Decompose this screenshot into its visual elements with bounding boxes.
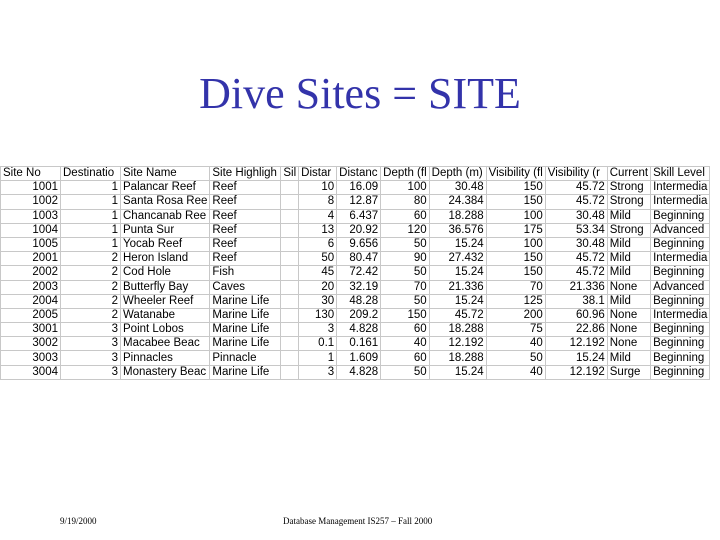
table-cell	[281, 223, 299, 237]
table-cell: Surge	[607, 365, 650, 379]
table-cell: 15.24	[545, 351, 607, 365]
column-header: Destinatio	[61, 167, 121, 181]
table-cell: 1001	[1, 181, 61, 195]
table-row	[1, 195, 710, 209]
table-cell: 72.42	[337, 266, 381, 280]
table-cell: Butterfly Bay	[121, 280, 210, 294]
table-cell: Beginning	[651, 323, 710, 337]
table-cell	[281, 252, 299, 266]
table-row	[1, 323, 710, 337]
table-cell: 175	[486, 223, 545, 237]
table-cell: 2	[61, 266, 121, 280]
table-cell: 150	[381, 308, 429, 322]
table-cell: 1	[299, 351, 337, 365]
table-cell: 18.288	[429, 209, 486, 223]
table-cell: None	[607, 337, 650, 351]
table-cell: Reef	[210, 195, 281, 209]
table-cell: Point Lobos	[121, 323, 210, 337]
table-row	[1, 294, 710, 308]
table-cell	[281, 323, 299, 337]
table-cell: 45.72	[429, 308, 486, 322]
table-cell	[281, 365, 299, 379]
table-cell: 38.1	[545, 294, 607, 308]
table-cell: Monastery Beac	[121, 365, 210, 379]
table-cell: Marine Life	[210, 294, 281, 308]
table-cell: 125	[486, 294, 545, 308]
table-cell: Wheeler Reef	[121, 294, 210, 308]
table-row	[1, 223, 710, 237]
table-cell: 15.24	[429, 294, 486, 308]
table-cell: Mild	[607, 266, 650, 280]
table-cell: 45.72	[545, 181, 607, 195]
table-cell: Fish	[210, 266, 281, 280]
table-cell	[281, 195, 299, 209]
table-cell	[281, 209, 299, 223]
table-cell: Beginning	[651, 209, 710, 223]
table-cell: 10	[299, 181, 337, 195]
table-cell: 60	[381, 351, 429, 365]
table-cell: 3	[299, 365, 337, 379]
table-cell: Palancar Reef	[121, 181, 210, 195]
table-cell: 18.288	[429, 351, 486, 365]
table-cell: 12.192	[545, 337, 607, 351]
table-cell: 15.24	[429, 365, 486, 379]
column-header: Distar	[299, 167, 337, 181]
table-cell: Reef	[210, 237, 281, 251]
table-cell: None	[607, 280, 650, 294]
table-cell: 40	[486, 365, 545, 379]
table-cell: 75	[486, 323, 545, 337]
table-cell: 150	[486, 266, 545, 280]
table-cell	[281, 237, 299, 251]
column-header: Site No	[1, 167, 61, 181]
table-row	[1, 209, 710, 223]
table-cell: 3	[61, 365, 121, 379]
table-cell: 80	[381, 195, 429, 209]
table-cell: 90	[381, 252, 429, 266]
table-cell: 36.576	[429, 223, 486, 237]
table-cell: 60.96	[545, 308, 607, 322]
table-cell: 27.432	[429, 252, 486, 266]
table-cell	[281, 294, 299, 308]
table-cell: 2001	[1, 252, 61, 266]
table-cell: Marine Life	[210, 308, 281, 322]
table-cell: 200	[486, 308, 545, 322]
table-cell	[281, 351, 299, 365]
table-cell: Marine Life	[210, 365, 281, 379]
column-header: Visibility (fl	[486, 167, 545, 181]
table-cell: Yocab Reef	[121, 237, 210, 251]
column-header: Site Name	[121, 167, 210, 181]
column-header: Visibility (r	[545, 167, 607, 181]
table-cell: 15.24	[429, 266, 486, 280]
table-cell: 18.288	[429, 323, 486, 337]
table-cell: 3	[61, 323, 121, 337]
table-cell: 150	[486, 195, 545, 209]
table-cell: 16.09	[337, 181, 381, 195]
table-cell: 1	[61, 209, 121, 223]
footer-date: 9/19/2000	[60, 516, 97, 526]
table-cell: None	[607, 308, 650, 322]
table-cell: Intermedia	[651, 252, 710, 266]
table-cell: 1003	[1, 209, 61, 223]
table-cell: Beginning	[651, 365, 710, 379]
table-cell: 50	[486, 351, 545, 365]
table-cell: 70	[381, 280, 429, 294]
table-cell: Reef	[210, 209, 281, 223]
table-cell: Advanced	[651, 223, 710, 237]
table-cell: Mild	[607, 252, 650, 266]
table-cell: 8	[299, 195, 337, 209]
table-cell: 2	[61, 252, 121, 266]
table-cell: 1	[61, 195, 121, 209]
table-cell: Intermedia	[651, 181, 710, 195]
table-cell: 50	[381, 266, 429, 280]
table-cell: 20.92	[337, 223, 381, 237]
table-cell: 9.656	[337, 237, 381, 251]
table-cell: Beginning	[651, 351, 710, 365]
table-cell: Beginning	[651, 266, 710, 280]
table-cell: 70	[486, 280, 545, 294]
column-header: Depth (fl	[381, 167, 429, 181]
table-cell: 1	[61, 237, 121, 251]
table-cell: 1002	[1, 195, 61, 209]
table-row	[1, 351, 710, 365]
column-header: Site Highligh	[210, 167, 281, 181]
table-cell: 21.336	[545, 280, 607, 294]
table-cell: 150	[486, 252, 545, 266]
table-cell: Reef	[210, 181, 281, 195]
table-cell: 2	[61, 308, 121, 322]
table-cell: 60	[381, 323, 429, 337]
table-cell	[281, 308, 299, 322]
table-cell: 2005	[1, 308, 61, 322]
table-cell: 120	[381, 223, 429, 237]
table-cell: 0.1	[299, 337, 337, 351]
table-cell: 50	[381, 294, 429, 308]
table-cell: Strong	[607, 181, 650, 195]
table-cell: 4	[299, 209, 337, 223]
table-cell: 21.336	[429, 280, 486, 294]
table-cell: 50	[299, 252, 337, 266]
table-cell: 2003	[1, 280, 61, 294]
slide-title: Dive Sites = SITE	[199, 69, 521, 118]
table-cell: 1004	[1, 223, 61, 237]
table-row	[1, 237, 710, 251]
table-cell: Heron Island	[121, 252, 210, 266]
table-cell: 45.72	[545, 266, 607, 280]
table-cell: 2004	[1, 294, 61, 308]
table-cell: 3002	[1, 337, 61, 351]
table-cell: 12.192	[545, 365, 607, 379]
table-cell: Intermedia	[651, 195, 710, 209]
table-cell: 13	[299, 223, 337, 237]
table-cell: 150	[486, 181, 545, 195]
header-row	[1, 167, 710, 181]
table-cell: 0.161	[337, 337, 381, 351]
table-cell: 12.87	[337, 195, 381, 209]
table-cell: 3001	[1, 323, 61, 337]
table-cell: Mild	[607, 209, 650, 223]
table-cell: Reef	[210, 223, 281, 237]
table-cell: Chancanab Ree	[121, 209, 210, 223]
dive-sites-table	[0, 166, 710, 380]
table-cell: 2	[61, 294, 121, 308]
table-cell: 2002	[1, 266, 61, 280]
table-cell: Pinnacle	[210, 351, 281, 365]
column-header: Skill Level	[651, 167, 710, 181]
table-cell: 130	[299, 308, 337, 322]
table-cell: 45.72	[545, 195, 607, 209]
table-row	[1, 252, 710, 266]
table-cell: 50	[381, 365, 429, 379]
table-cell: 40	[381, 337, 429, 351]
table-cell: 100	[381, 181, 429, 195]
table-cell: None	[607, 323, 650, 337]
table-cell: 60	[381, 209, 429, 223]
table-cell: 3	[61, 351, 121, 365]
table-cell: 3	[299, 323, 337, 337]
table-row	[1, 308, 710, 322]
column-header: Depth (m)	[429, 167, 486, 181]
table-cell	[281, 280, 299, 294]
column-header: Sil	[281, 167, 299, 181]
table-row	[1, 266, 710, 280]
table-cell: 53.34	[545, 223, 607, 237]
table-cell: Watanabe	[121, 308, 210, 322]
table-cell: Intermedia	[651, 308, 710, 322]
column-header: Distanc	[337, 167, 381, 181]
table-cell: 24.384	[429, 195, 486, 209]
table-cell: 40	[486, 337, 545, 351]
table-cell: Pinnacles	[121, 351, 210, 365]
table-cell: Marine Life	[210, 323, 281, 337]
table-cell: Strong	[607, 195, 650, 209]
table-cell: 48.28	[337, 294, 381, 308]
table-cell: Caves	[210, 280, 281, 294]
table-cell: 4.828	[337, 365, 381, 379]
table-row	[1, 337, 710, 351]
table-cell: 30.48	[545, 237, 607, 251]
table-cell: 22.86	[545, 323, 607, 337]
table-cell: 32.19	[337, 280, 381, 294]
table-cell: 30.48	[545, 209, 607, 223]
table-cell: Beginning	[651, 237, 710, 251]
table-cell: Mild	[607, 351, 650, 365]
table-cell: 12.192	[429, 337, 486, 351]
column-header: Current	[607, 167, 650, 181]
table-cell: 3004	[1, 365, 61, 379]
table-cell	[281, 337, 299, 351]
table-cell: 1.609	[337, 351, 381, 365]
table-cell: 100	[486, 209, 545, 223]
table-cell: Marine Life	[210, 337, 281, 351]
table-cell: 30	[299, 294, 337, 308]
table-cell: 30.48	[429, 181, 486, 195]
table-cell: 3	[61, 337, 121, 351]
table-cell: 209.2	[337, 308, 381, 322]
table-cell: Cod Hole	[121, 266, 210, 280]
table-cell: 15.24	[429, 237, 486, 251]
table-cell: Reef	[210, 252, 281, 266]
table-row	[1, 181, 710, 195]
table-cell: 45.72	[545, 252, 607, 266]
table-cell	[281, 181, 299, 195]
table-cell: 100	[486, 237, 545, 251]
table-cell	[281, 266, 299, 280]
table-cell: 1	[61, 223, 121, 237]
table-cell: 2	[61, 280, 121, 294]
table-cell: Santa Rosa Ree	[121, 195, 210, 209]
table-cell: 20	[299, 280, 337, 294]
table-cell: 6	[299, 237, 337, 251]
table-cell: Punta Sur	[121, 223, 210, 237]
table-cell: Beginning	[651, 294, 710, 308]
table-cell: 50	[381, 237, 429, 251]
table-cell: 80.47	[337, 252, 381, 266]
table-cell: 1	[61, 181, 121, 195]
table-cell: 4.828	[337, 323, 381, 337]
table-cell: Beginning	[651, 337, 710, 351]
table-cell: Mild	[607, 237, 650, 251]
table-cell: 45	[299, 266, 337, 280]
table-row	[1, 365, 710, 379]
table-row	[1, 280, 710, 294]
footer-course: Database Management IS257 – Fall 2000	[283, 516, 433, 526]
table-cell: Mild	[607, 294, 650, 308]
table-cell: 3003	[1, 351, 61, 365]
table-cell: Macabee Beac	[121, 337, 210, 351]
table-cell: Strong	[607, 223, 650, 237]
table-cell: 6.437	[337, 209, 381, 223]
table-cell: 1005	[1, 237, 61, 251]
table-cell: Advanced	[651, 280, 710, 294]
